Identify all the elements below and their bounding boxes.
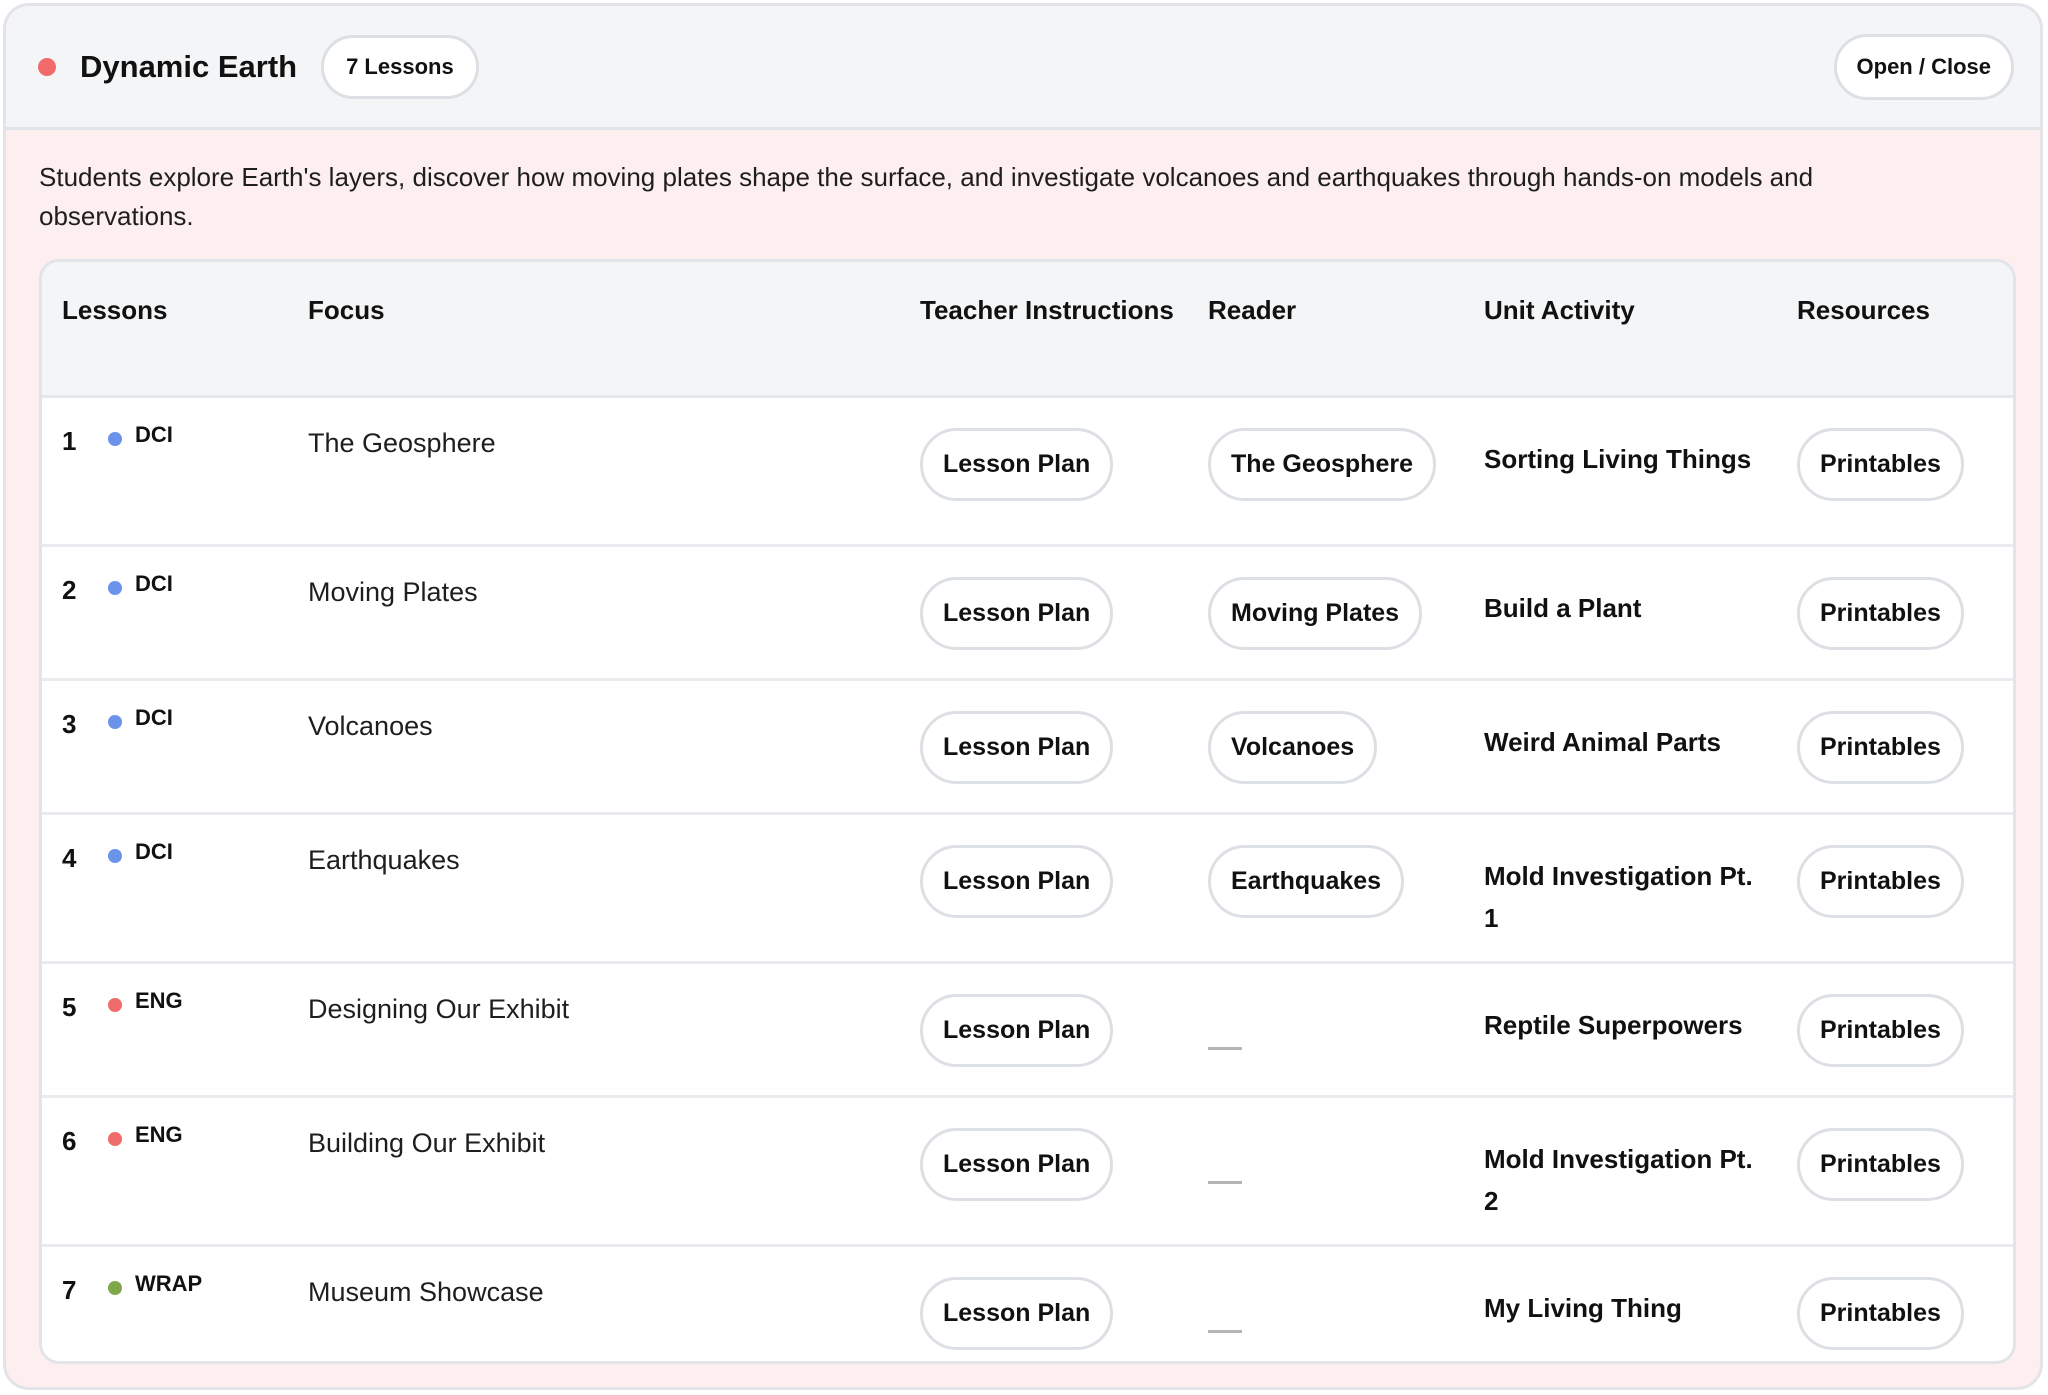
- lesson-type-label: DCI: [135, 704, 173, 730]
- teacher-instructions-cell: [920, 545, 1208, 679]
- resources-cell: [1797, 1096, 2013, 1245]
- header-unit-activity: Unit Activity: [1484, 262, 1797, 396]
- empty-dash: [1208, 1330, 1242, 1333]
- unit-activity-cell: Mold Investigation Pt. 2: [1484, 1096, 1797, 1245]
- resources-cell: [1797, 1245, 2013, 1364]
- lesson-cell: [42, 1096, 308, 1245]
- resources-cell: [1797, 813, 2013, 962]
- lesson-plan-button[interactable]: Lesson Plan: [920, 1277, 1113, 1350]
- lesson-type-dot-icon: [108, 1281, 122, 1295]
- lesson-plan-button[interactable]: Lesson Plan: [920, 1128, 1113, 1201]
- lesson-cell: [42, 545, 308, 679]
- unit-activity-cell: Reptile Superpowers: [1484, 962, 1797, 1096]
- table-row: [42, 679, 2013, 813]
- header-resources: Resources: [1797, 262, 2013, 396]
- printables-button[interactable]: Printables: [1797, 1128, 1964, 1201]
- lesson-type-dot-icon: [108, 1132, 122, 1146]
- lesson-plan-button[interactable]: Lesson Plan: [920, 577, 1113, 650]
- unit-activity-cell: Weird Animal Parts: [1484, 679, 1797, 813]
- printables-button[interactable]: Printables: [1797, 845, 1964, 918]
- printables-button[interactable]: Printables: [1797, 428, 1964, 501]
- lesson-number: 7: [62, 1274, 77, 1305]
- lesson-cell: [42, 962, 308, 1096]
- focus-cell: Designing Our Exhibit: [308, 962, 920, 1096]
- header-lessons: Lessons: [42, 262, 308, 396]
- lesson-plan-button[interactable]: Lesson Plan: [920, 711, 1113, 784]
- lesson-number: 1: [62, 425, 77, 456]
- unit-activity-cell: Sorting Living Things: [1484, 396, 1797, 545]
- focus-cell: Earthquakes: [308, 813, 920, 962]
- focus-cell: Building Our Exhibit: [308, 1096, 920, 1245]
- header-focus: Focus: [308, 262, 920, 396]
- unit-header: [6, 6, 2040, 130]
- header-reader: Reader: [1208, 262, 1484, 396]
- lesson-count-badge: 7 Lessons: [321, 35, 479, 99]
- unit-description: Students explore Earth's layers, discover how moving plates shape the surface, and investigate volcanoes and earthquakes through hands-on models and observations.: [39, 162, 1814, 231]
- lesson-type-dot-icon: [108, 432, 122, 446]
- unit-activity-cell: My Living Thing: [1484, 1292, 1682, 1323]
- printables-button[interactable]: Printables: [1797, 994, 1964, 1067]
- empty-dash: [1208, 1047, 1242, 1050]
- printables-button[interactable]: Printables: [1797, 711, 1964, 784]
- teacher-instructions-cell: [920, 813, 1208, 962]
- unit-activity-cell: Build a Plant: [1484, 545, 1797, 679]
- table-row: [42, 962, 2013, 1096]
- lesson-cell: [42, 679, 308, 813]
- reader-button[interactable]: Volcanoes: [1208, 711, 1377, 784]
- teacher-instructions-cell: [920, 962, 1208, 1096]
- teacher-instructions-cell: [920, 396, 1208, 545]
- reader-cell: [1208, 1245, 1484, 1364]
- teacher-instructions-cell: [920, 1245, 1208, 1364]
- unit-panel: [3, 3, 2043, 1390]
- reader-button[interactable]: The Geosphere: [1208, 428, 1436, 501]
- unit-title: Dynamic Earth: [80, 48, 298, 84]
- reader-cell: [1208, 545, 1484, 679]
- lesson-number: 5: [62, 991, 77, 1022]
- lesson-cell: [42, 813, 308, 962]
- lesson-type-label: DCI: [135, 570, 173, 596]
- unit-activity-cell: Mold Investigation Pt. 1: [1484, 813, 1797, 962]
- teacher-instructions-cell: [920, 679, 1208, 813]
- table-row: [42, 396, 2013, 545]
- table-header-row: [42, 262, 2013, 396]
- lesson-type-label: ENG: [135, 1121, 183, 1147]
- reader-cell: [1208, 679, 1484, 813]
- reader-cell: [1208, 962, 1484, 1096]
- lessons-table: [42, 262, 2013, 1364]
- lessons-table-container: [39, 259, 2016, 1364]
- focus-cell: Moving Plates: [308, 545, 920, 679]
- header-teacher-instructions: Teacher Instructions: [920, 262, 1208, 396]
- table-row: [42, 813, 2013, 962]
- status-dot-icon: [38, 58, 56, 76]
- lesson-type-dot-icon: [108, 849, 122, 863]
- open-close-button[interactable]: Open / Close: [1834, 34, 2014, 100]
- lesson-number: 4: [62, 842, 77, 873]
- lesson-rows: [42, 396, 2013, 1364]
- lesson-plan-button[interactable]: Lesson Plan: [920, 994, 1113, 1067]
- reader-button[interactable]: Earthquakes: [1208, 845, 1404, 918]
- reader-cell: [1208, 813, 1484, 962]
- lesson-type-label: ENG: [135, 987, 183, 1013]
- lesson-type-label: DCI: [135, 421, 173, 447]
- resources-cell: [1797, 679, 2013, 813]
- lesson-cell: [42, 396, 308, 545]
- table-row: [42, 1096, 2013, 1245]
- resources-cell: [1797, 396, 2013, 545]
- resources-cell: [1797, 962, 2013, 1096]
- reader-cell: [1208, 396, 1484, 545]
- table-row: [42, 1245, 2013, 1364]
- table-row: [42, 545, 2013, 679]
- focus-cell: Volcanoes: [308, 679, 920, 813]
- lesson-cell: [42, 1245, 308, 1364]
- focus-cell: Museum Showcase: [308, 1276, 544, 1307]
- reader-button[interactable]: Moving Plates: [1208, 577, 1422, 650]
- reader-cell: [1208, 1096, 1484, 1245]
- lesson-type-label: WRAP: [135, 1270, 203, 1296]
- lesson-number: 3: [62, 708, 77, 739]
- lesson-number: 2: [62, 574, 77, 605]
- lesson-plan-button[interactable]: Lesson Plan: [920, 428, 1113, 501]
- printables-button[interactable]: Printables: [1797, 577, 1964, 650]
- lesson-number: 6: [62, 1125, 77, 1156]
- printables-button[interactable]: Printables: [1797, 1277, 1964, 1350]
- empty-dash: [1208, 1181, 1242, 1184]
- lesson-type-dot-icon: [108, 581, 122, 595]
- lesson-type-label: DCI: [135, 838, 173, 864]
- focus-cell: The Geosphere: [308, 396, 920, 545]
- lesson-type-dot-icon: [108, 998, 122, 1012]
- resources-cell: [1797, 545, 2013, 679]
- teacher-instructions-cell: [920, 1096, 1208, 1245]
- lesson-plan-button[interactable]: Lesson Plan: [920, 845, 1113, 918]
- lesson-type-dot-icon: [108, 715, 122, 729]
